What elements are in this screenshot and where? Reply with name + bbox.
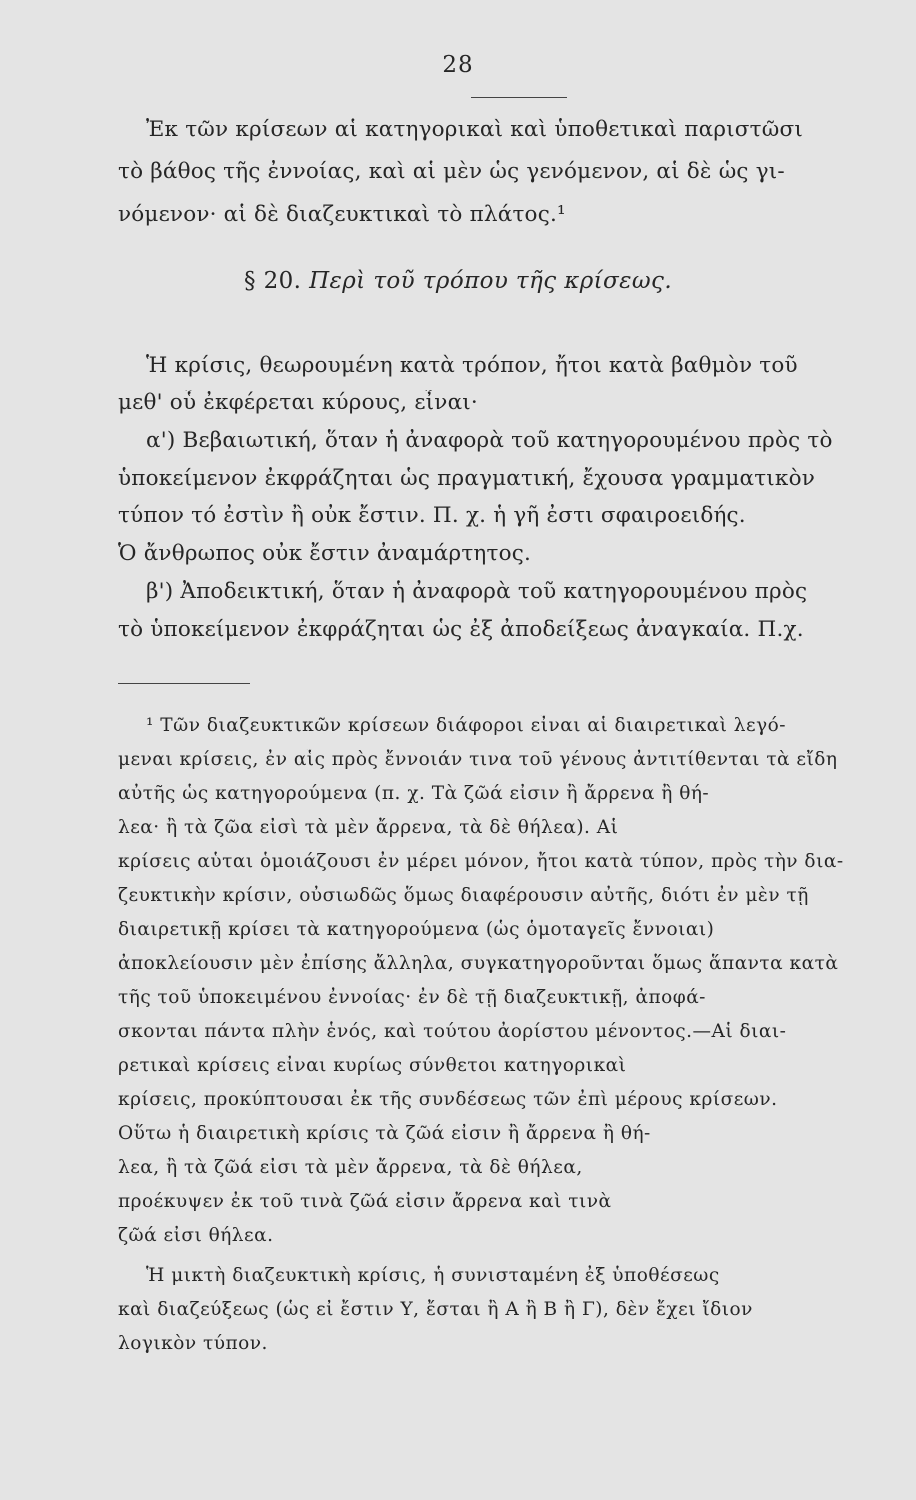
text-line: νόμενον· αἱ δὲ διαζευκτικαὶ τὸ πλάτος.¹: [118, 202, 566, 227]
footnote-line: τῆς τοῦ ὑποκειμένου ἐννοίας· ἐν δὲ τῇ διαζευκτικῇ, ἀποφά-: [118, 987, 706, 1008]
section-heading: [0, 268, 916, 294]
text-line: Ἡ κρίσις, θεωρουμένη κατὰ τρόπον, ἤτοι κατὰ βαθμὸν τοῦ: [146, 353, 798, 378]
text-line: β') Ἀποδεικτική, ὅταν ἡ ἀναφορὰ τοῦ κατηγορουμένου πρὸς: [146, 579, 808, 604]
footnote-line: ρετικαὶ κρίσεις εἶναι κυρίως σύνθετοι κατηγορικαὶ: [118, 1055, 627, 1076]
footnote-line: αὐτῆς ὡς κατηγορούμενα (π. χ. Τὰ ζῶά εἰσιν ἢ ἄρρενα ἢ θή-: [118, 783, 710, 804]
page-number: 28: [442, 52, 474, 78]
footnote-line: κρίσεις, προκύπτουσαι ἐκ τῆς συνδέσεως τῶν ἐπὶ μέρους κρίσεων.: [118, 1089, 778, 1110]
footnote-line: κρίσεις αὗται ὁμοιάζουσι ἐν μέρει μόνον, ἤτοι κατὰ τύπον, πρὸς τὴν δια-: [118, 851, 844, 872]
text-line: ὑποκείμενον ἐκφράζηται ὡς πραγματική, ἔχουσα γραμματικὸν: [118, 466, 815, 491]
footnote-line: λεα, ἢ τὰ ζῶά εἰσι τὰ μὲν ἄρρενα, τὰ δὲ θήλεα,: [118, 1157, 583, 1178]
footnote-line: ζευκτικὴν κρίσιν, οὐσιωδῶς ὅμως διαφέρουσιν αὐτῆς, διότι ἐν μὲν τῇ: [118, 885, 809, 906]
text-line: α') Βεβαιωτική, ὅταν ἡ ἀναφορὰ τοῦ κατηγορουμένου πρὸς τὸ: [146, 428, 833, 453]
text-line: μεθ' οὗ ἐκφέρεται κύρους, εἶναι·: [118, 390, 478, 415]
footnote-line: προέκυψεν ἐκ τοῦ τινὰ ζῶά εἰσιν ἄρρενα καὶ τινὰ: [118, 1191, 612, 1212]
text-line: τὸ βάθος τῆς ἐννοίας, καὶ αἱ μὲν ὡς γενόμενον, αἱ δὲ ὡς γι-: [118, 159, 785, 184]
footnote-line: ζῶά εἰσι θήλεα.: [118, 1225, 274, 1246]
footnote-line: λεα· ἢ τὰ ζῶα εἰσὶ τὰ μὲν ἄρρενα, τὰ δὲ θήλεα). Αἱ: [118, 817, 619, 838]
text-line: Ἐκ τῶν κρίσεων αἱ κατηγορικαὶ καὶ ὑποθετικαὶ παριστῶσι: [146, 117, 804, 142]
footnote-line: ἀποκλείουσιν μὲν ἐπίσης ἄλληλα, συγκατηγοροῦνται ὅμως ἅπαντα κατὰ: [118, 953, 839, 974]
text-line: τὸ ὑποκείμενον ἐκφράζηται ὡς ἐξ ἀποδείξεως ἀναγκαία. Π.χ.: [118, 617, 804, 642]
section-number: § 20.: [243, 268, 302, 294]
text-line: τύπον τό ἐστὶν ἢ οὐκ ἔστιν. Π. χ. ἡ γῆ ἐστι σφαιροειδής.: [118, 503, 746, 528]
footnote-rule: [118, 683, 250, 684]
footnote-line: ¹ Τῶν διαζευκτικῶν κρίσεων διάφοροι εἶναι αἱ διαιρετικαὶ λεγό-: [146, 715, 787, 736]
footnote-line: Ἡ μικτὴ διαζευκτικὴ κρίσις, ἡ συνισταμένη ἐξ ὑποθέσεως: [146, 1265, 720, 1286]
footnote-line: σκονται πάντα πλὴν ἑνός, καὶ τούτου ἀορίστου μένοντος.—Αἱ διαι-: [118, 1021, 787, 1042]
section-title: Περὶ τοῦ τρόπου τῆς κρίσεως.: [309, 268, 673, 294]
footnote-line: μεναι κρίσεις, ἐν αἷς πρὸς ἔννοιάν τινα τοῦ γένους ἀντιτίθενται τὰ εἴδη: [118, 749, 838, 770]
footnote-line: Οὕτω ἡ διαιρετικὴ κρίσις τὰ ζῶά εἰσιν ἢ ἄρρενα ἢ θή-: [118, 1123, 651, 1144]
footnote-line: καὶ διαζεύξεως (ὡς εἰ ἔστιν Υ, ἔσται ἢ Α ἢ Β ἢ Γ), δὲν ἔχει ἴδιον: [118, 1299, 753, 1320]
header-rule: [471, 97, 567, 98]
footnote-line: διαιρετικῇ κρίσει τὰ κατηγορούμενα (ὡς ὁμοταγεῖς ἔννοιαι): [118, 919, 715, 940]
text-line: Ὁ ἄνθρωπος οὐκ ἔστιν ἀναμάρτητος.: [118, 541, 532, 566]
footnote-line: λογικὸν τύπον.: [118, 1333, 268, 1354]
